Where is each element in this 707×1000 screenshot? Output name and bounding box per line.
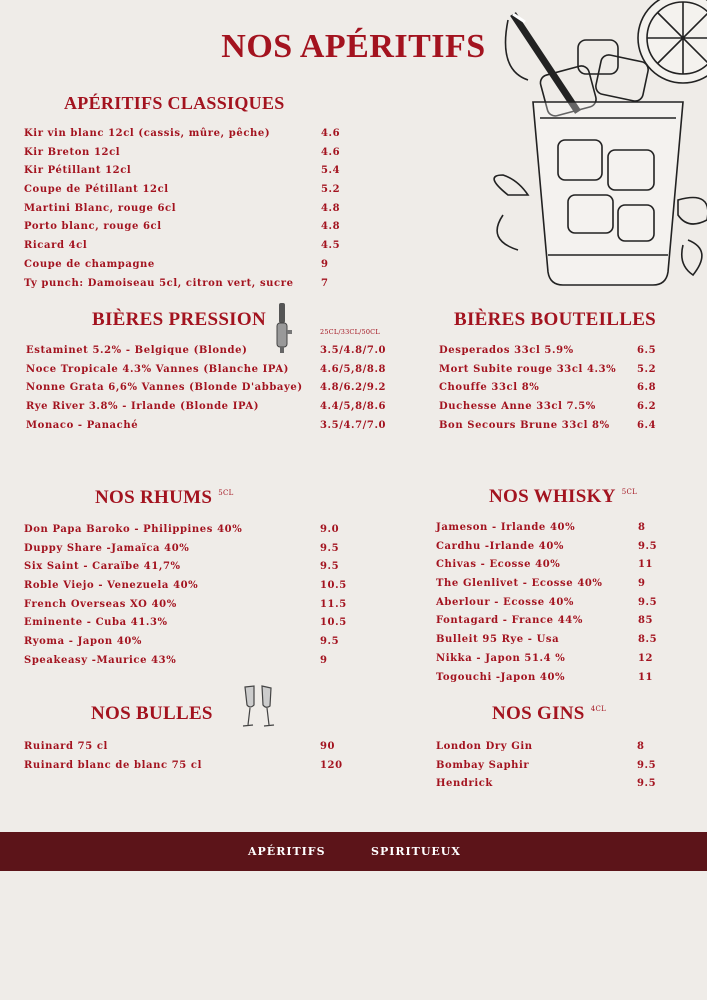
item-price: 9.0	[320, 524, 340, 535]
item-name: Hendrick	[436, 778, 493, 790]
item-name: Togouchi -Japon 40%	[436, 671, 566, 683]
item-price: 9.5	[637, 778, 657, 790]
item-price: 4.6/5,8/8.8	[320, 363, 387, 375]
menu-item	[24, 636, 354, 655]
menu-item	[24, 760, 354, 779]
footer-nav	[0, 832, 707, 871]
item-price: 9	[321, 258, 329, 270]
menu-item	[436, 578, 686, 597]
menu-item	[24, 259, 354, 278]
bulles-list	[24, 741, 354, 778]
item-price: 9	[638, 578, 646, 590]
item-name: Noce Tropicale 4.3% Vannes (Blanche IPA)	[26, 363, 290, 375]
rhums-size: 5CL	[218, 489, 234, 497]
item-price: 4.8	[321, 221, 341, 233]
item-name: Aberlour - Ecosse 40%	[436, 596, 575, 608]
item-price: 6.2	[637, 401, 657, 413]
item-name: The Glenlivet - Ecosse 40%	[436, 578, 603, 590]
rhums-list	[24, 524, 354, 674]
nav-link-spiritueux[interactable]: SPIRITUEUX	[371, 845, 461, 858]
menu-item	[24, 617, 354, 636]
item-name: Kir vin blanc 12cl (cassis, mûre, pêche)	[24, 128, 271, 139]
item-price: 3.5/4.7/7.0	[320, 419, 387, 431]
item-name: Ruinard 75 cl	[24, 741, 108, 752]
item-name: Don Papa Baroko - Philippines 40%	[24, 524, 243, 535]
item-price: 11.5	[320, 598, 347, 610]
item-name: Kir Breton 12cl	[24, 146, 121, 158]
item-name: Estaminet 5.2% - Belgique (Blonde)	[26, 345, 248, 356]
item-price: 120	[320, 759, 343, 771]
item-name: Cardhu -Irlande 40%	[436, 540, 565, 552]
section-heading-classiques: APÉRITIFS CLASSIQUES	[64, 93, 285, 113]
rhums-title: NOS RHUMS	[95, 487, 213, 508]
item-price: 8.5	[638, 634, 658, 646]
menu-item	[436, 634, 686, 653]
menu-item	[24, 221, 354, 240]
item-price: 9.5	[320, 542, 340, 554]
item-price: 5.2	[637, 363, 657, 375]
item-price: 5.4	[321, 165, 341, 177]
menu-item	[439, 420, 689, 439]
menu-item	[26, 420, 386, 439]
menu-item	[436, 741, 686, 760]
whisky-size: 5CL	[621, 488, 638, 496]
item-price: 9.5	[320, 561, 340, 573]
item-name: Roble Viejo - Venezuela 40%	[24, 580, 199, 592]
menu-item	[24, 561, 354, 580]
item-name: Coupe de champagne	[24, 258, 155, 270]
menu-item	[436, 522, 686, 541]
item-price: 3.5/4.8/7.0	[320, 345, 387, 356]
item-price: 6.5	[637, 345, 657, 356]
item-price: 6.8	[637, 382, 657, 394]
menu-item	[24, 599, 354, 618]
menu-item	[436, 559, 686, 578]
item-price: 8	[638, 522, 646, 533]
item-name: Ricard 4cl	[24, 240, 88, 252]
item-price: 6.4	[637, 419, 657, 431]
pression-sizes-label: 25CL/33CL/50CL	[320, 328, 380, 336]
item-price: 8	[637, 741, 645, 752]
item-price: 4.8/6.2/9.2	[320, 382, 387, 394]
section-heading-bouteilles: BIÈRES BOUTEILLES	[454, 309, 657, 330]
item-name: Nikka - Japon 51.4 %	[436, 652, 566, 664]
item-name: Ty punch: Damoiseau 5cl, citron vert, sucre	[24, 277, 294, 289]
item-price: 10.5	[320, 580, 347, 592]
section-heading-gins	[492, 703, 606, 725]
item-price: 9.5	[320, 636, 340, 648]
menu-item	[26, 401, 386, 420]
item-name: Nonne Grata 6,6% Vannes (Blonde D'abbaye)	[26, 382, 303, 394]
section-heading-rhums	[95, 487, 234, 509]
item-price: 5.2	[321, 184, 341, 196]
item-price: 11	[638, 559, 654, 571]
item-name: Duppy Share -Jamaïca 40%	[24, 542, 190, 554]
menu-item	[439, 401, 689, 420]
menu-item	[436, 653, 686, 672]
menu-item	[24, 128, 354, 147]
menu-item	[26, 345, 386, 364]
item-name: Eminente - Cuba 41.3%	[24, 617, 168, 629]
item-name: Monaco - Panaché	[26, 419, 139, 431]
menu-item	[436, 760, 686, 779]
menu-item	[24, 203, 354, 222]
item-price: 90	[320, 741, 336, 752]
classiques-list	[24, 128, 354, 296]
menu-item	[436, 672, 686, 691]
menu-item	[439, 364, 689, 383]
item-name: Six Saint - Caraïbe 41,7%	[24, 561, 181, 573]
menu-item	[26, 382, 386, 401]
section-heading-whisky	[489, 486, 637, 508]
item-price: 4.6	[321, 128, 341, 139]
item-name: Rye River 3.8% - Irlande (Blonde IPA)	[26, 401, 260, 413]
item-name: Kir Pétillant 12cl	[24, 165, 132, 177]
item-name: Bulleit 95 Rye - Usa	[436, 634, 560, 646]
item-name: Duchesse Anne 33cl 7.5%	[439, 401, 596, 413]
item-name: Martini Blanc, rouge 6cl	[24, 202, 177, 214]
item-price: 4.5	[321, 240, 341, 252]
pression-list	[26, 345, 386, 438]
menu-item	[24, 147, 354, 166]
item-name: Chouffe 33cl 8%	[439, 382, 540, 394]
item-name: Desperados 33cl 5.9%	[439, 345, 574, 356]
gins-title: NOS GINS	[492, 703, 585, 724]
item-name: Porto blanc, rouge 6cl	[24, 221, 162, 233]
nav-link-aperitifs[interactable]: APÉRITIFS	[248, 845, 326, 858]
menu-item	[24, 184, 354, 203]
section-heading-pression: BIÈRES PRESSION	[92, 309, 266, 330]
item-name: Bombay Saphir	[436, 759, 530, 771]
item-name: Coupe de Pétillant 12cl	[24, 184, 169, 196]
menu-item	[436, 615, 686, 634]
menu-item	[24, 524, 354, 543]
item-price: 4.4/5,8/8.6	[320, 401, 387, 413]
gins-size: 4CL	[590, 705, 607, 713]
menu-item	[439, 382, 689, 401]
bouteilles-list	[439, 345, 689, 438]
menu-item	[24, 741, 354, 760]
item-price: 9.5	[637, 759, 657, 771]
item-name: Bon Secours Brune 33cl 8%	[439, 419, 610, 431]
item-name: Fontagard - France 44%	[436, 615, 583, 627]
item-price: 9.5	[638, 540, 658, 552]
item-name: Ruinard blanc de blanc 75 cl	[24, 759, 203, 771]
menu-item	[24, 580, 354, 599]
item-price: 4.6	[321, 146, 341, 158]
menu-item	[436, 778, 686, 797]
item-name: Mort Subite rouge 33cl 4.3%	[439, 363, 617, 375]
item-name: Speakeasy -Maurice 43%	[24, 654, 177, 666]
cocktail-glass-illustration	[488, 0, 707, 295]
menu-item	[26, 364, 386, 383]
item-price: 12	[638, 652, 654, 664]
item-price: 11	[638, 671, 654, 683]
item-price: 9.5	[638, 596, 658, 608]
item-price: 7	[321, 277, 329, 289]
menu-item	[24, 543, 354, 562]
menu-item	[24, 165, 354, 184]
whisky-list	[436, 522, 686, 690]
gins-list	[436, 741, 686, 797]
whisky-title: NOS WHISKY	[489, 486, 616, 507]
item-price: 9	[320, 654, 328, 666]
item-price: 10.5	[320, 617, 347, 629]
item-name: Ryoma - Japon 40%	[24, 636, 143, 648]
menu-item	[436, 597, 686, 616]
page-title: NOS APÉRITIFS	[221, 28, 486, 65]
menu-item	[24, 278, 354, 297]
menu-item	[24, 240, 354, 259]
section-heading-bulles: NOS BULLES	[91, 703, 213, 724]
item-name: French Overseas XO 40%	[24, 598, 177, 610]
item-name: Chivas - Ecosse 40%	[436, 559, 561, 571]
champagne-glasses-icon	[240, 683, 278, 729]
menu-item	[24, 655, 354, 674]
item-name: Jameson - Irlande 40%	[436, 522, 576, 533]
menu-item	[439, 345, 689, 364]
menu-item	[436, 541, 686, 560]
item-name: London Dry Gin	[436, 741, 533, 752]
item-price: 4.8	[321, 202, 341, 214]
item-price: 85	[638, 615, 654, 627]
